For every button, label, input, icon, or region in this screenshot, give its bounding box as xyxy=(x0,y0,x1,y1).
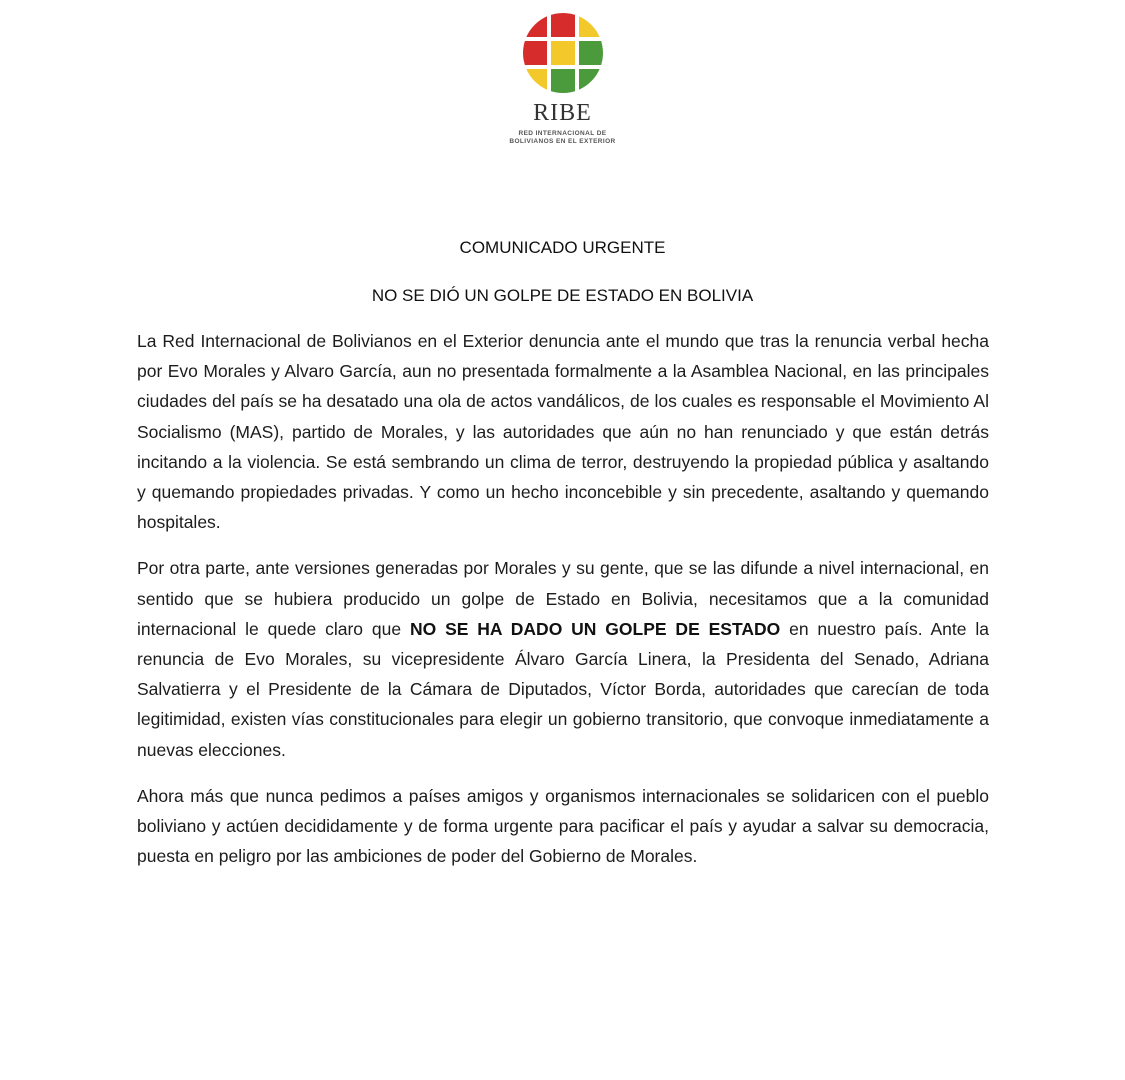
logo-tagline-line2: BOLIVIANOS EN EL EXTERIOR xyxy=(509,138,616,145)
paragraph-3: Ahora más que nunca pedimos a países amigos y organismos internacionales se solidaricen con el pueblo boliviano y actúen decididamente y de forma urgente para pacificar el país y ayudar a salvar su democracia, puesta en peligro por las ambiciones de poder del Gobierno de Morales. xyxy=(137,785,989,867)
document-subtitle: NO SE DIÓ UN GOLPE DE ESTADO EN BOLIVIA xyxy=(371,286,754,305)
ribe-cross-logo-icon xyxy=(520,10,606,96)
logo-tagline xyxy=(488,130,638,146)
logo-tagline-line1: RED INTERNACIONAL DE xyxy=(518,130,607,137)
paragraph-2-emphasis: NO SE HA DADO UN GOLPE DE ESTADO xyxy=(409,618,781,639)
organization-logo xyxy=(0,10,1125,146)
document-body xyxy=(137,326,989,887)
paragraph-2-text-end: en nuestro país. Ante la renuncia de Evo Morales, su vicepresidente Álvaro García Linera, la Presidenta del Senado, Adriana Salvatierra y el Presidente de la Cámara de Diputados, Víctor Borda, autoridades que carecían de toda legitimidad, existen vías constitucionales para elegir un gobierno transitorio, que convoque inmediatamente a nuevas elecciones. xyxy=(137,618,989,760)
paragraph-2 xyxy=(137,553,989,764)
paragraph-2-text-start: Por otra parte, ante versiones generadas por Morales y su gente, que se las difunde a nivel internacional, en sentido que se hubiera producido un golpe de Estado en Bolivia, necesitamos que a la comunidad internacional le quede claro que xyxy=(137,558,989,639)
paragraph-1: La Red Internacional de Bolivianos en el Exterior denuncia ante el mundo que tras la renuncia verbal hecha por Evo Morales y Alvaro García, aun no presentada formalmente a la Asamblea Nacional, en las principales ciudades del país se ha desatado una ola de actos vandálicos, de los cuales es responsable el Movimiento Al Socialismo (MAS), partido de Morales, y las autoridades que aún no han renunciado y que están detrás incitando a la violencia. Se está sembrando un clima de terror, destruyendo la propiedad pública y asaltando y quemando propiedades privadas. Y como un hecho inconcebible y sin precedente, asaltando y quemando hospitales. xyxy=(137,331,989,533)
logo-name: RIBE xyxy=(533,100,592,126)
document-title: COMUNICADO URGENTE xyxy=(459,238,666,257)
